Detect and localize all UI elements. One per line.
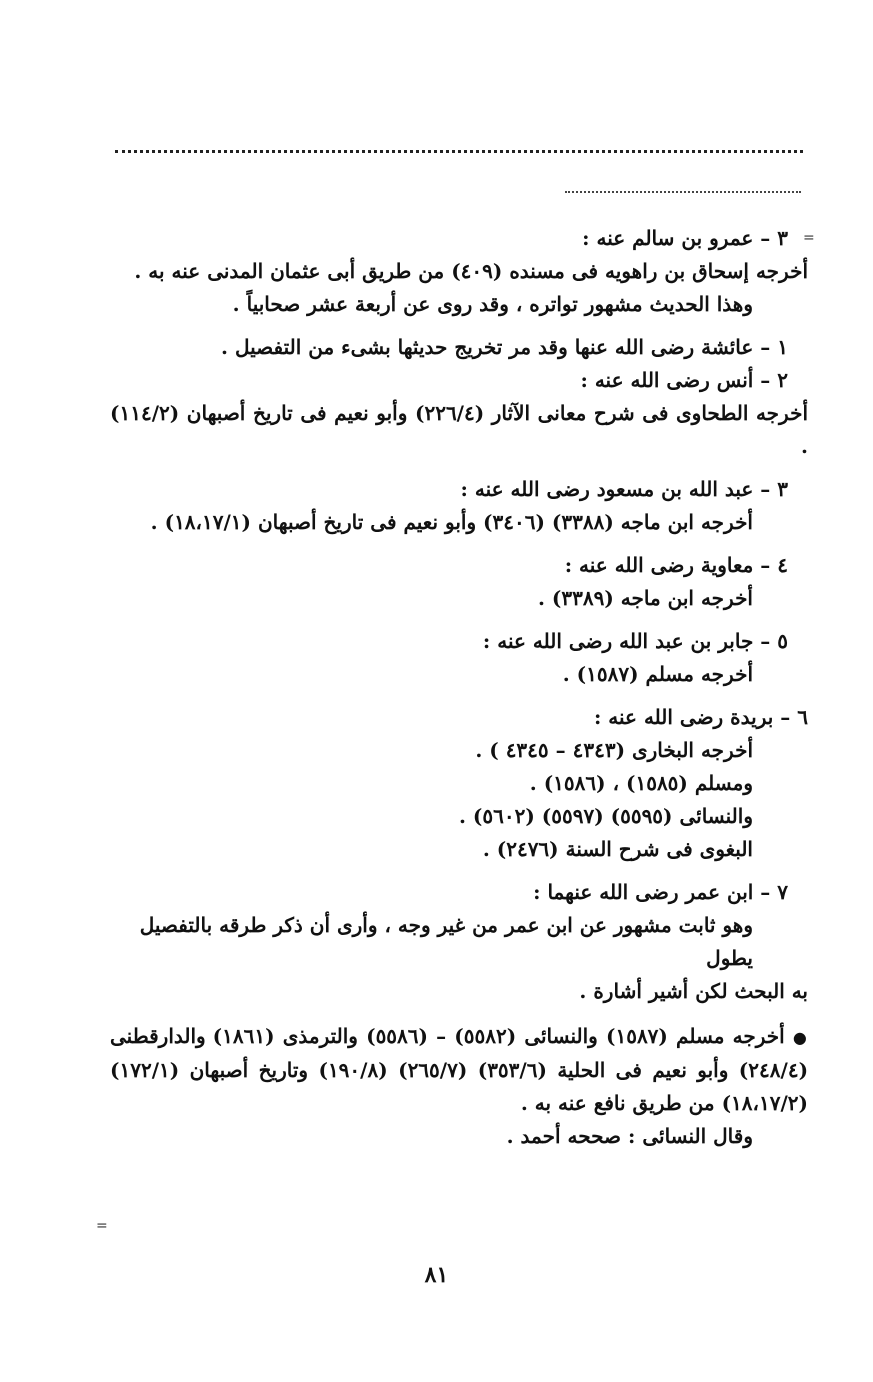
- footnote-text: أخرجه مسلم (١٥٨٧) والنسائى (٥٥٨٢) – (٥٥٨٦) والترمذى (١٨٦١) والدارقطنى (٢٤٨/٤) وأبو نعيم فى الحلية (٣٥٣/٦) (٢٦٥/٧) (١٩٠/٨) وتاريخ أصبهان (١٧٢/١) (١٨،١٧/٢) من طريق نافع عنه به .: [110, 1024, 809, 1115]
- bullet-icon: ●: [792, 1028, 808, 1047]
- dotted-separator-short: [565, 191, 801, 193]
- page-body: [110, 222, 808, 1153]
- page-number: ٨١: [424, 1262, 449, 1288]
- margin-mark-bottom: =: [96, 1218, 108, 1234]
- text-line: ٢ – أنس رضى الله عنه :: [580, 368, 788, 392]
- text-line: أخرجه الطحاوى فى شرح معانى الآثار (٢٢٦/٤) وأبو نعيم فى تاريخ أصبهان (١١٤/٢) .: [110, 401, 809, 458]
- text-line: ٣ – عمرو بن سالم عنه :: [582, 226, 788, 250]
- footnote-paragraph: [110, 1020, 808, 1120]
- margin-mark-top: =: [803, 230, 815, 246]
- text-line: به البحث لكن أشير أشارة .: [579, 979, 808, 1003]
- text-line: ٧ – ابن عمر رضى الله عنهما :: [533, 880, 788, 904]
- text-line: أخرجه إسحاق بن راهويه فى مسنده (٤٠٩) من طريق أبى عثمان المدنى عنه به .: [134, 259, 808, 283]
- text-line: وهو ثابت مشهور عن ابن عمر من غير وجه ، وأرى أن ذكر طرقه بالتفصيل يطول: [139, 913, 753, 970]
- text-line: ١ – عائشة رضى الله عنها وقد مر تخريج حديثها بشىء من التفصيل .: [221, 335, 788, 359]
- text-line: والنسائى (٥٥٩٥) (٥٥٩٧) (٥٦٠٢) .: [458, 804, 753, 828]
- text-line: ٥ – جابر بن عبد الله رضى الله عنه :: [482, 629, 788, 653]
- text-line: ٣ – عبد الله بن مسعود رضى الله عنه :: [460, 477, 788, 501]
- text-line: ٤ – معاوية رضى الله عنه :: [564, 553, 788, 577]
- text-line: أخرجه ابن ماجه (٣٣٨٩) .: [538, 586, 753, 610]
- hadith-list: [110, 222, 808, 1008]
- text-line: أخرجه مسلم (١٥٨٧) .: [562, 662, 753, 686]
- text-line: أخرجه ابن ماجه (٣٣٨٨) (٣٤٠٦) وأبو نعيم فى تاريخ أصبهان (١٨،١٧/١) .: [150, 510, 753, 534]
- text-line: وهذا الحديث مشهور تواتره ، وقد روى عن أربعة عشر صحابياً .: [232, 292, 753, 316]
- text-line: البغوى فى شرح السنة (٢٤٧٦) .: [482, 837, 753, 861]
- footnote-last-line: وقال النسائى : صححه أحمد .: [506, 1124, 753, 1148]
- text-line: ٦ – بريدة رضى الله عنه :: [593, 705, 808, 729]
- dotted-separator-long: [115, 150, 803, 153]
- text-line: ومسلم (١٥٨٥) ، (١٥٨٦) .: [529, 771, 753, 795]
- text-line: أخرجه البخارى (٤٣٤٣ – ٤٣٤٥ ) .: [475, 738, 753, 762]
